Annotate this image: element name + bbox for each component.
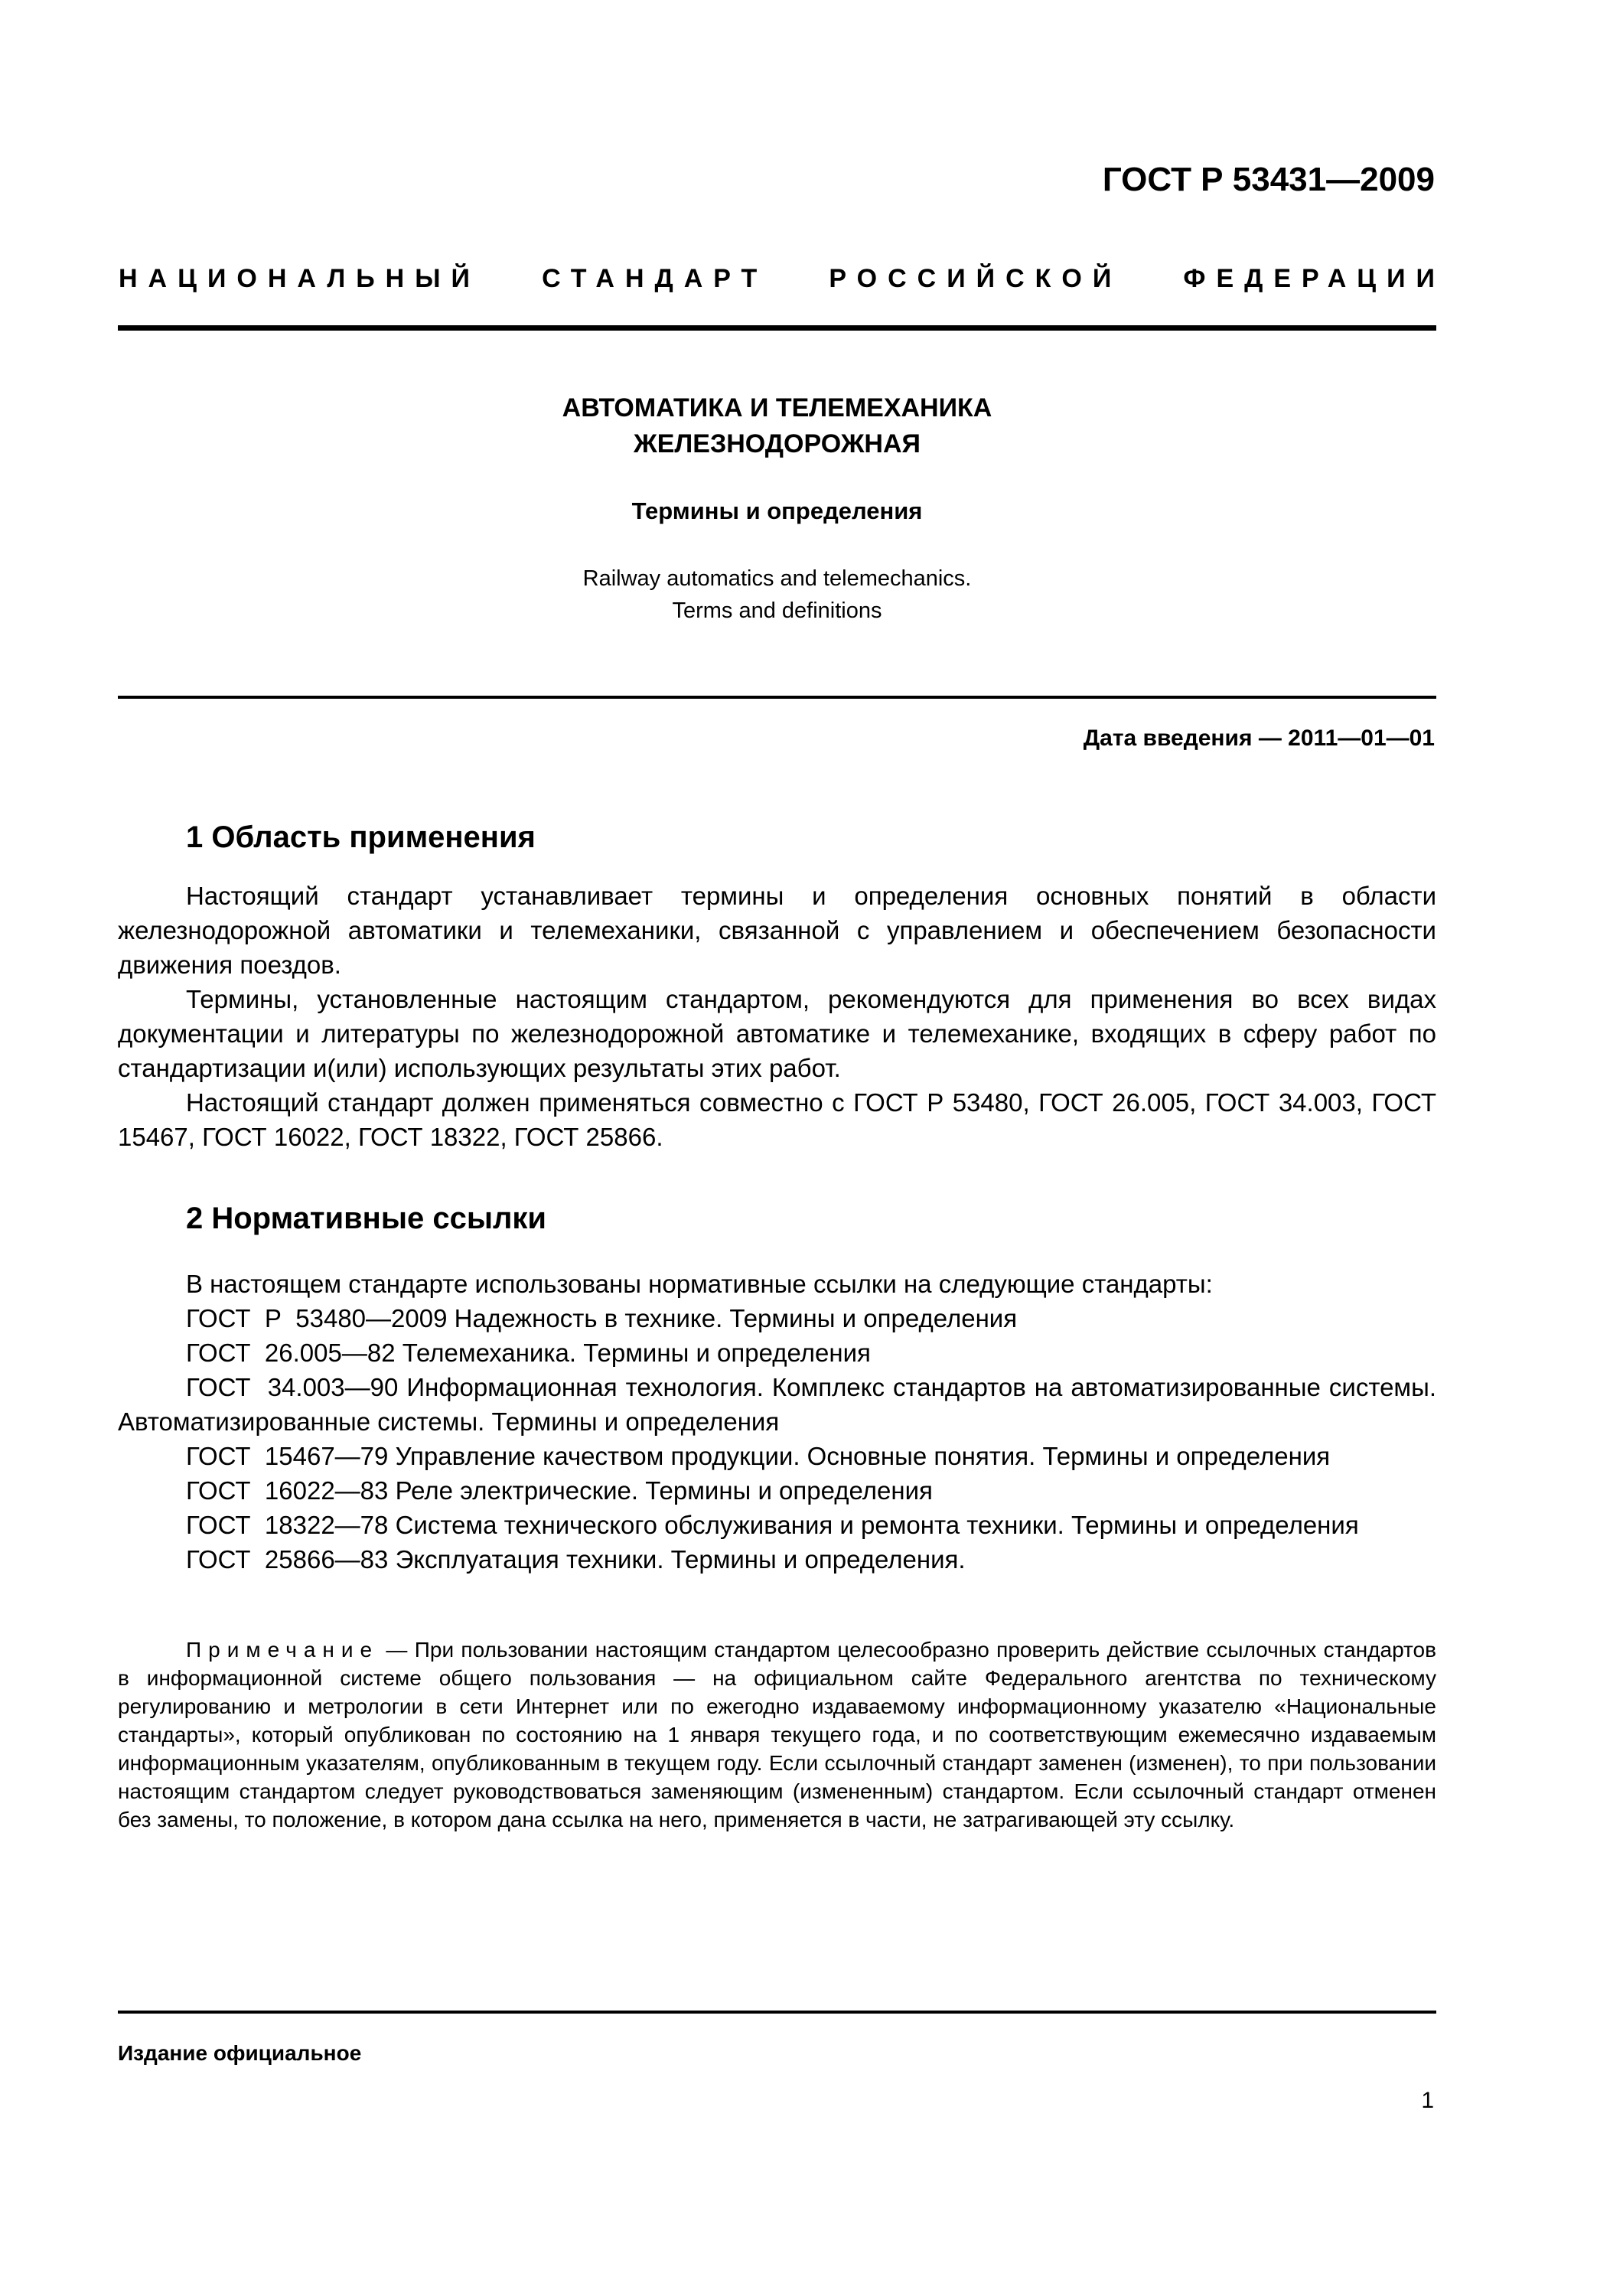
note-label: Примечание — [186, 1638, 380, 1662]
references-lead: В настоящем стандарте использованы нормативные ссылки на следующие стандарты: — [186, 1270, 1213, 1298]
introduction-date: Дата введения — 2011—01—01 — [1083, 726, 1435, 751]
reference-item — [118, 1542, 1436, 1577]
note-text: — При пользовании настоящим стандартом целесообразно проверить действие ссылочных стандартов в информационной системе общего пользования — на официальном сайте Федерального агентства по техническому регулированию и метрологии в сети Интернет или по ежегодно издаваемому информационному указателю «Национальные стандарты», который опубликован по состоянию на 1 января текущего года, и по соответствующим ежемесячно издаваемым информационным указателям, опубликованным в текущем году. Если ссылочный стандарт заменен (изменен), то при пользовании настоящим стандартом следует руководствоваться заменяющим (измененным) стандартом. Если ссылочный стандарт отменен без замены, то положение, в котором дана ссылка на него, применяется в части, не затрагивающей эту ссылку. — [118, 1638, 1436, 1831]
section-2-heading: 2 Нормативные ссылки — [186, 1202, 547, 1235]
reference-item — [118, 1301, 1436, 1336]
note-paragraph — [118, 1636, 1436, 1834]
reference-item — [118, 1439, 1436, 1473]
reference-title: Управление качеством продукции. Основные понятия. Термины и определения — [395, 1442, 1331, 1470]
reference-title: Информационная технология. Комплекс стандартов на автоматизированные системы. Автоматизированные системы. Термины и определения — [118, 1373, 1436, 1436]
section-1-body — [118, 879, 1436, 1154]
english-title — [118, 563, 1436, 627]
paragraph: Термины, установленные настоящим стандартом, рекомендуются для применения во всех видах документации и литературы по железнодорожной автоматике и телемеханике, входящих в сферу работ по стандартизации и(или) использующих результаты этих работ. — [118, 985, 1436, 1082]
reference-code: ГОСТ 25866—83 — [186, 1545, 389, 1574]
title-divider — [118, 696, 1436, 699]
official-edition-label: Издание официальное — [118, 2041, 362, 2065]
title-line-2: ЖЕЛЕЗНОДОРОЖНАЯ — [634, 429, 921, 458]
reference-code: ГОСТ 16022—83 — [186, 1476, 389, 1505]
page-number: 1 — [1421, 2088, 1434, 2113]
reference-code: ГОСТ 34.003—90 — [186, 1373, 399, 1401]
footer-divider — [118, 2011, 1436, 2014]
banner-word: РОССИЙСКОЙ — [829, 264, 1123, 293]
banner-word: НАЦИОНАЛЬНЫЙ — [119, 264, 481, 293]
national-standard-banner — [119, 264, 1445, 294]
banner-word: ФЕДЕРАЦИИ — [1183, 264, 1445, 293]
reference-title: Надежность в технике. Термины и определения — [454, 1304, 1018, 1332]
banner-word: СТАНДАРТ — [542, 264, 768, 293]
paragraph: Настоящий стандарт должен применяться совместно с ГОСТ Р 53480, ГОСТ 26.005, ГОСТ 34.003, ГОСТ 15467, ГОСТ 16022, ГОСТ 18322, ГОСТ 25866. — [118, 1088, 1436, 1151]
english-title-line-2: Terms and definitions — [672, 598, 882, 623]
reference-title: Реле электрические. Термины и определения — [395, 1476, 933, 1505]
reference-code: ГОСТ 18322—78 — [186, 1511, 389, 1539]
document-subtitle: Термины и определения — [631, 497, 923, 524]
reference-title: Телемеханика. Термины и определения — [402, 1339, 871, 1367]
section-1-heading: 1 Область применения — [186, 820, 536, 854]
reference-item — [118, 1473, 1436, 1508]
reference-code: ГОСТ Р 53480—2009 — [186, 1304, 448, 1332]
title-line-1: АВТОМАТИКА И ТЕЛЕМЕХАНИКА — [562, 393, 992, 422]
top-divider — [118, 325, 1436, 331]
references-note — [118, 1636, 1436, 1834]
reference-item — [118, 1508, 1436, 1542]
document-title — [118, 390, 1436, 462]
reference-code: ГОСТ 26.005—82 — [186, 1339, 396, 1367]
reference-item — [118, 1336, 1436, 1370]
reference-code: ГОСТ 15467—79 — [186, 1442, 389, 1470]
english-title-line-1: Railway automatics and telemechanics. — [582, 566, 972, 591]
paragraph: Настоящий стандарт устанавливает термины и определения основных понятий в области железнодорожной автоматики и телемеханики, связанной с управлением и обеспечением безопасности движения поездов. — [118, 882, 1436, 979]
reference-title: Эксплуатация техники. Термины и определения. — [395, 1545, 966, 1574]
reference-title: Система технического обслуживания и ремонта техники. Термины и определения — [395, 1511, 1359, 1539]
document-code: ГОСТ Р 53431—2009 — [1102, 161, 1435, 198]
reference-item — [118, 1370, 1436, 1439]
normative-references — [118, 1267, 1436, 1577]
